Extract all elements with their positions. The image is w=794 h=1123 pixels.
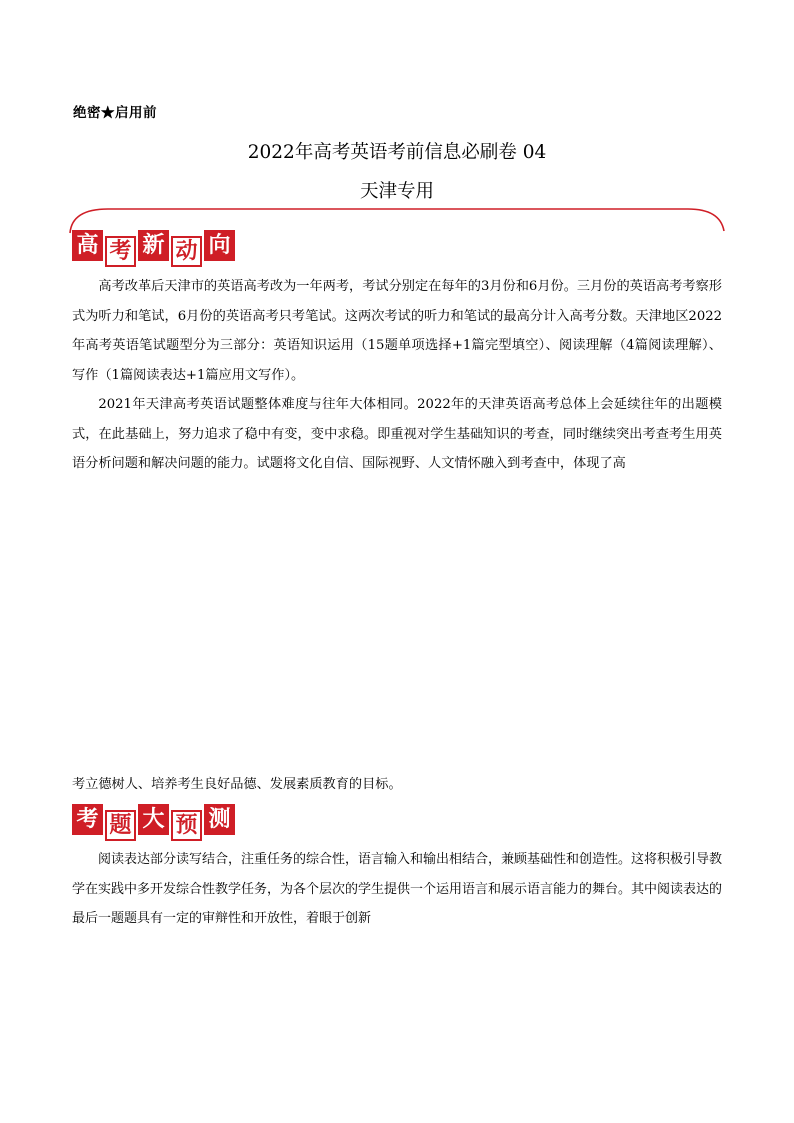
section1-body (72, 272, 722, 479)
page-subtitle: 天津专用 (359, 181, 434, 202)
banner-char: 高 (72, 230, 103, 261)
banner-char: 大 (138, 804, 169, 835)
paragraph: 阅读表达部分读写结合，注重任务的综合性，语言输入和输出相结合，兼顾基础性和创造性。这将积极引导教学在实践中多开发综合性教学任务，为各个层次的学生提供一个运用语言和展示语言能力的舞台。其中阅读表达的最后一题题具有一定的审辩性和开放性，着眼于创新 (72, 852, 723, 926)
confidential-label: 绝密★启用前 (73, 105, 157, 121)
paragraph: 高考改革后天津市的英语高考改为一年两考，考试分别定在每年的3月份和6月份。三月份的英语高考考察形式为听力和笔试，6月份的英语高考只考笔试。这两次考试的听力和笔试的最高分计入高考分数。天津地区2022年高考英语笔试题型分为三部分：英语知识运用（15题单项选择+1篇完型填空）、阅读理解（4篇阅读理解）、写作（1篇阅读表达+1篇应用文写作）。 (72, 279, 722, 383)
banner-char: 预 (171, 810, 202, 841)
section-banner-predictions (72, 804, 237, 841)
section1-body-continued (72, 770, 722, 800)
section2-body (72, 845, 722, 934)
banner-char: 向 (204, 230, 235, 261)
banner-char: 新 (138, 230, 169, 261)
section-banner-trends (72, 230, 237, 267)
banner-char: 考 (72, 804, 103, 835)
banner-char: 测 (204, 804, 235, 835)
banner-char: 动 (171, 236, 202, 267)
page-title: 2022年高考英语考前信息必刷卷 04 (247, 142, 547, 163)
paragraph: 2021年天津高考英语试题整体难度与往年大体相同。2022年的天津英语高考总体上会延续往年的出题模式，在此基础上，努力追求了稳中有变，变中求稳。即重视对学生基础知识的考查，同时继续突出考查考生用英语分析问题和解决问题的能力。试题将文化自信、国际视野、人文情怀融入到考查中，体现了高 (72, 397, 722, 471)
banner-char: 考 (105, 236, 136, 267)
banner-char: 题 (105, 810, 136, 841)
paragraph: 考立德树人、培养考生良好品德、发展素质教育的目标。 (72, 777, 402, 792)
